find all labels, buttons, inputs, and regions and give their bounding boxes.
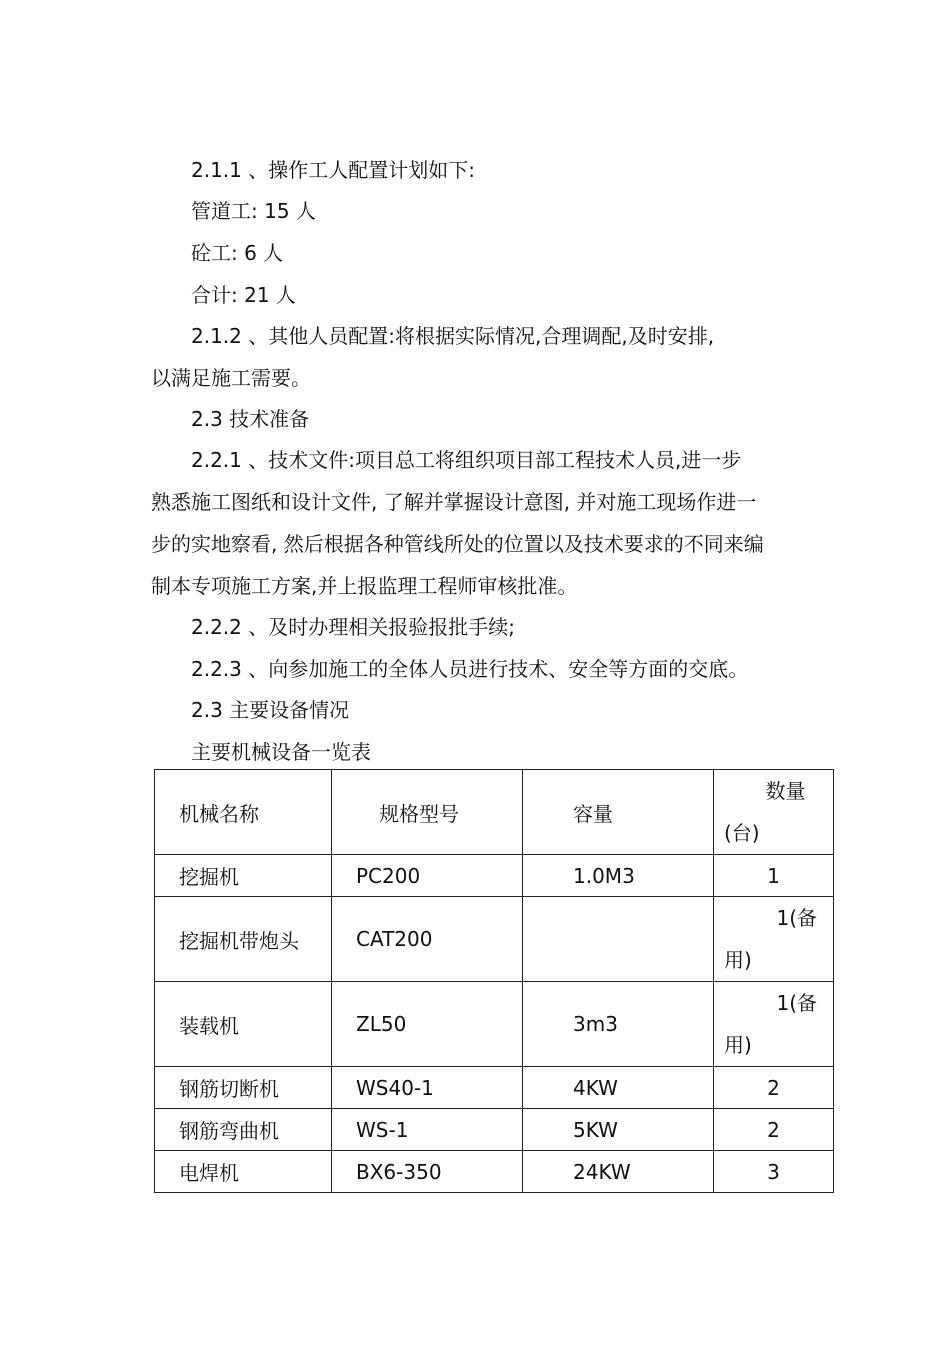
header-capacity: 容量 (573, 801, 613, 826)
row-model-cell (332, 1109, 523, 1151)
section-heading-equipment: 2.3 主要设备情况 (191, 698, 350, 722)
row-model: ZL50 (356, 1012, 407, 1036)
row-capacity-cell (523, 1109, 714, 1151)
table-row (155, 1067, 834, 1109)
row-model: PC200 (356, 863, 421, 888)
table-row (155, 897, 834, 982)
row-capacity: 1.0M3 (573, 863, 635, 888)
row-model-cell (332, 897, 523, 982)
header-capacity-cell (523, 770, 714, 855)
row-name: 钢筋切断机 (179, 1077, 279, 1101)
row-qty-cell (714, 1151, 834, 1193)
row-name-cell (155, 982, 332, 1067)
row-name: 挖掘机带炮头 (179, 928, 299, 953)
row-qty-cell (714, 1067, 834, 1109)
table-row (155, 982, 834, 1067)
row-model: CAT200 (356, 927, 433, 951)
row-qty: 1 (767, 863, 780, 888)
row-capacity-cell (523, 1067, 714, 1109)
row-name-cell (155, 1109, 332, 1151)
text-line-tech-docs: 2.2.1 、技术文件:项目总工将组织项目部工程技术人员,进一步 (191, 448, 742, 472)
row-capacity-cell (523, 855, 714, 897)
text-line-worker-plan: 2.1.1 、操作工人配置计划如下: (191, 158, 475, 182)
row-qty-line2: 用) (724, 1033, 752, 1057)
header-qty-line2: (台) (724, 821, 760, 845)
row-qty-cell (714, 982, 834, 1067)
header-name: 机械名称 (179, 801, 259, 826)
table-row (155, 855, 834, 897)
row-capacity-cell (523, 897, 714, 982)
equipment-table (154, 769, 834, 1193)
row-model: WS40-1 (356, 1075, 434, 1100)
row-name: 挖掘机 (179, 865, 239, 889)
text-line-other-staff: 2.1.2 、其他人员配置:将根据实际情况,合理调配,及时安排, (191, 324, 715, 348)
row-capacity-cell (523, 1151, 714, 1193)
row-name-cell (155, 1151, 332, 1193)
row-capacity-cell (523, 982, 714, 1067)
row-model-cell (332, 1151, 523, 1193)
row-qty-line1: 1(备 (776, 906, 817, 930)
row-name-cell (155, 897, 332, 982)
row-qty: 2 (767, 1117, 780, 1142)
text-line-total-workers: 合计: 21 人 (191, 283, 296, 307)
row-name-cell (155, 855, 332, 897)
section-heading-tech-prep: 2.3 技术准备 (191, 407, 310, 431)
header-model-cell (332, 770, 523, 855)
row-qty-wrapped (714, 982, 833, 1066)
header-qty-cell (714, 770, 834, 855)
row-model-cell (332, 855, 523, 897)
row-name: 装载机 (179, 1013, 239, 1038)
row-name: 钢筋弯曲机 (179, 1119, 279, 1143)
text-line-tech-docs-cont-3: 制本专项施工方案,并上报监理工程师审核批准。 (151, 574, 578, 598)
text-line-other-staff-cont: 以满足施工需要。 (151, 366, 311, 390)
row-qty-cell (714, 897, 834, 982)
row-qty-wrapped (714, 897, 833, 981)
text-line-tech-docs-cont-2: 步的实地察看, 然后根据各种管线所处的位置以及技术要求的不同来编 (151, 532, 764, 556)
header-qty-line1: 数量 (765, 779, 806, 803)
row-name-cell (155, 1067, 332, 1109)
row-qty: 3 (767, 1159, 780, 1184)
row-capacity: 5KW (573, 1117, 618, 1142)
row-qty-line2: 用) (724, 948, 752, 972)
row-model: BX6-350 (356, 1159, 442, 1184)
row-qty: 2 (767, 1075, 780, 1100)
row-capacity: 24KW (573, 1159, 631, 1184)
row-capacity: 3m3 (573, 1012, 618, 1036)
table-row (155, 1109, 834, 1151)
row-qty-cell (714, 1109, 834, 1151)
table-caption: 主要机械设备一览表 (191, 740, 371, 764)
text-line-tech-docs-cont-1: 熟悉施工图纸和设计文件, 了解并掌握设计意图, 并对施工现场作进一 (151, 490, 757, 514)
header-model: 规格型号 (379, 801, 459, 826)
row-model-cell (332, 982, 523, 1067)
text-line-concrete-workers: 砼工: 6 人 (191, 241, 284, 265)
text-line-pipe-workers: 管道工: 15 人 (191, 199, 316, 223)
row-qty-cell (714, 855, 834, 897)
text-line-briefing: 2.2.3 、向参加施工的全体人员进行技术、安全等方面的交底。 (191, 657, 749, 681)
row-model-cell (332, 1067, 523, 1109)
row-qty-line1: 1(备 (776, 991, 817, 1015)
table-header-row (155, 770, 834, 855)
header-name-cell (155, 770, 332, 855)
row-name: 电焊机 (179, 1161, 239, 1185)
row-capacity: 4KW (573, 1075, 618, 1100)
text-line-inspection: 2.2.2 、及时办理相关报验报批手续; (191, 615, 515, 639)
table-row (155, 1151, 834, 1193)
row-model: WS-1 (356, 1117, 409, 1142)
